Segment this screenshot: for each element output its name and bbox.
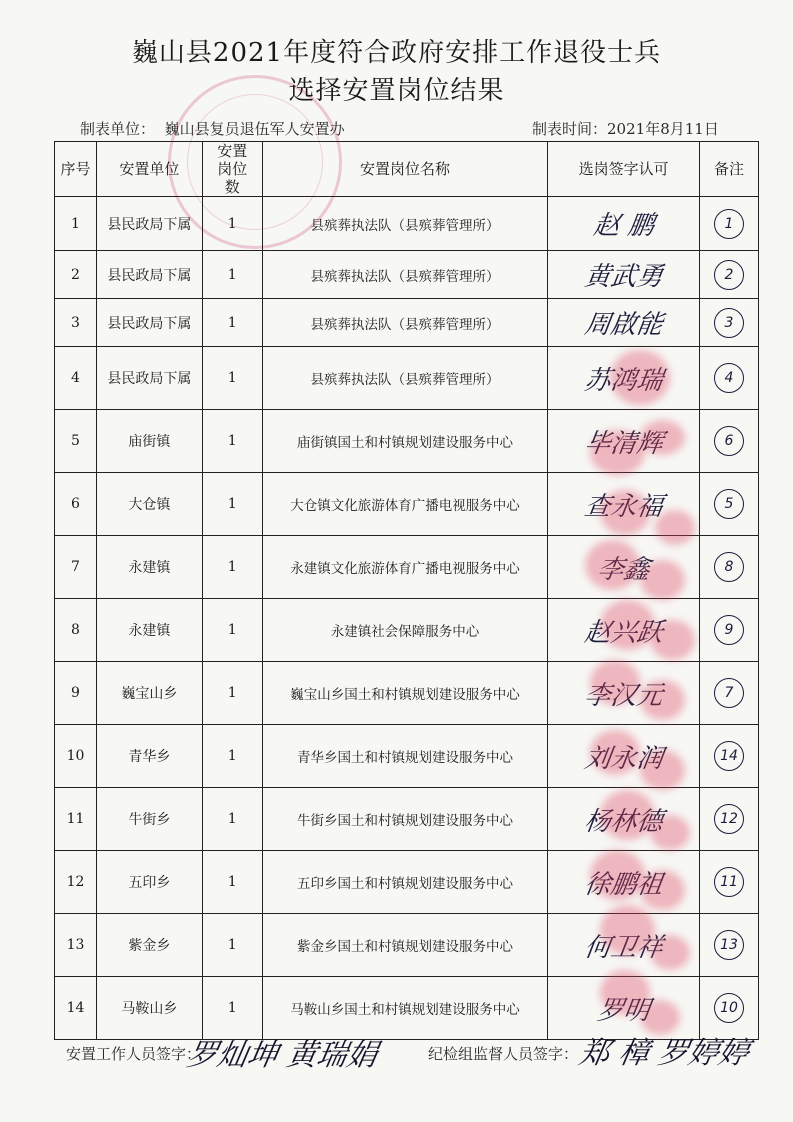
red-fingerprint [650,620,695,660]
cell-note [700,851,759,914]
cell-position: 县殡葬执法队（县殡葬管理所） [262,299,548,347]
table-row [55,473,759,536]
cell-signature [548,197,700,251]
cell-position: 五印乡国土和村镇规划建设服务中心 [262,851,548,914]
cell-note [700,788,759,851]
cell-count: 1 [202,251,262,299]
cell-note [700,662,759,725]
table-row [55,251,759,299]
cell-unit: 县民政局下属 [96,197,202,251]
issue-date-label: 制表时间： [532,120,608,138]
red-fingerprint [600,905,655,955]
handwritten-signature: 罗明 [595,995,652,1026]
cell-no: 12 [55,851,97,914]
cell-no: 3 [55,299,97,347]
red-fingerprint [650,935,690,970]
cell-note [700,347,759,410]
cell-position: 大仓镇文化旅游体育广播电视服务中心 [262,473,548,536]
circled-note-number: 2 [714,260,744,290]
cell-position: 马鞍山乡国土和村镇规划建设服务中心 [262,977,548,1040]
cell-count: 1 [202,788,262,851]
cell-note [700,725,759,788]
cell-no: 5 [55,410,97,473]
cell-count: 1 [202,914,262,977]
cell-note [700,410,759,473]
handwritten-signature: 赵 鹏 [591,211,656,241]
cell-unit: 县民政局下属 [96,251,202,299]
cell-no: 6 [55,473,97,536]
cell-signature [548,299,700,347]
handwritten-signature: 李鑫 [595,554,652,585]
red-fingerprint [590,430,645,475]
red-fingerprint [600,600,655,650]
red-fingerprint [600,790,655,840]
cell-position: 县殡葬执法队（县殡葬管理所） [262,197,548,251]
cell-no: 8 [55,599,97,662]
cell-unit: 马鞍山乡 [96,977,202,1040]
header-note: 备注 [700,142,759,197]
handwritten-signature: 何卫祥 [582,932,665,963]
header-sign: 选岗签字认可 [548,142,700,197]
cell-count: 1 [202,599,262,662]
cell-unit: 五印乡 [96,851,202,914]
cell-note [700,299,759,347]
circled-note-number: 6 [714,426,744,456]
cell-position: 青华乡国土和村镇规划建设服务中心 [262,725,548,788]
handwritten-signature: 刘永润 [582,743,665,774]
cell-position: 庙街镇国土和村镇规划建设服务中心 [262,410,548,473]
page-subtitle: 选择安置岗位结果 [288,76,505,106]
header-count: 安置岗位数 [202,142,262,197]
cell-count: 1 [202,662,262,725]
cell-note [700,251,759,299]
circled-note-number: 7 [714,678,744,708]
cell-position: 巍宝山乡国土和村镇规划建设服务中心 [262,662,548,725]
cell-position: 永建镇社会保障服务中心 [262,599,548,662]
cell-position: 永建镇文化旅游体育广播电视服务中心 [262,536,548,599]
issuing-unit-label: 制表单位： [80,120,156,138]
cell-no: 13 [55,914,97,977]
circled-note-number: 5 [714,489,744,519]
handwritten-signature: 徐鹏祖 [582,869,665,900]
circled-note-number: 1 [714,209,744,239]
cell-unit: 紫金乡 [96,914,202,977]
cell-unit: 巍宝山乡 [96,662,202,725]
table-row [55,299,759,347]
table-header-row [55,142,759,197]
supervisor-signature: 郑 樟 罗婷婷 [576,1036,752,1071]
cell-unit: 县民政局下属 [96,299,202,347]
issuing-unit [80,118,345,139]
cell-unit: 大仓镇 [96,473,202,536]
cell-unit: 县民政局下属 [96,347,202,410]
cell-no: 4 [55,347,97,410]
cell-count: 1 [202,473,262,536]
cell-note [700,599,759,662]
circled-note-number: 11 [714,867,744,897]
handwritten-signature: 查永福 [582,491,665,522]
circled-note-number: 10 [714,993,744,1023]
red-fingerprint [650,815,690,850]
cell-no: 2 [55,251,97,299]
cell-unit: 永建镇 [96,599,202,662]
cell-position: 牛街乡国土和村镇规划建设服务中心 [262,788,548,851]
circled-note-number: 3 [714,308,744,338]
red-fingerprint [640,870,685,910]
red-fingerprint [590,660,640,705]
header-no: 序号 [55,142,97,197]
cell-note [700,473,759,536]
handwritten-signature: 赵兴跃 [582,617,665,648]
handwritten-signature: 毕清辉 [582,428,665,459]
handwritten-signature: 黄武勇 [582,262,665,292]
cell-note [700,536,759,599]
staff-signature: 罗灿坤 黄瑞娟 [184,1038,381,1073]
red-fingerprint [640,750,685,790]
issuing-unit-value: 巍山县复员退伍军人安置办 [164,120,345,138]
cell-no: 9 [55,662,97,725]
handwritten-signature: 苏鸿瑞 [582,365,665,396]
circled-note-number: 12 [714,804,744,834]
cell-position: 紫金乡国土和村镇规划建设服务中心 [262,914,548,977]
red-fingerprint [655,510,695,545]
cell-count: 1 [202,299,262,347]
cell-no: 11 [55,788,97,851]
header-unit: 安置单位 [96,142,202,197]
staff-signature-label: 安置工作人员签字： [66,1045,202,1063]
cell-unit: 牛街乡 [96,788,202,851]
cell-no: 10 [55,725,97,788]
cell-note [700,197,759,251]
supervisor-signature-label: 纪检组监督人员签字： [428,1045,579,1063]
circled-note-number: 4 [714,363,744,393]
table-row [55,197,759,251]
cell-count: 1 [202,197,262,251]
cell-position: 县殡葬执法队（县殡葬管理所） [262,251,548,299]
cell-unit: 青华乡 [96,725,202,788]
cell-note [700,914,759,977]
cell-unit: 庙街镇 [96,410,202,473]
header-position: 安置岗位名称 [262,142,548,197]
red-fingerprint [640,680,685,720]
red-fingerprint [585,540,640,590]
page-title: 巍山县2021年度符合政府安排工作退役士兵 [131,38,662,68]
red-fingerprint [640,560,685,600]
red-fingerprint [640,420,685,455]
handwritten-signature: 李汉元 [582,680,665,711]
cell-count: 1 [202,410,262,473]
cell-count: 1 [202,536,262,599]
cell-count: 1 [202,851,262,914]
circled-note-number: 13 [714,930,744,960]
cell-position: 县殡葬执法队（县殡葬管理所） [262,347,548,410]
cell-signature [548,251,700,299]
circled-note-number: 14 [714,741,744,771]
handwritten-signature: 杨林德 [582,806,665,837]
red-fingerprint [610,350,670,405]
issue-date-value: 2021年8月11日 [607,120,719,138]
cell-count: 1 [202,347,262,410]
red-fingerprint [590,850,645,900]
circled-note-number: 8 [714,552,744,582]
circled-note-number: 9 [714,615,744,645]
red-fingerprint [600,490,650,535]
cell-count: 1 [202,977,262,1040]
cell-count: 1 [202,725,262,788]
cell-unit: 永建镇 [96,536,202,599]
cell-no: 14 [55,977,97,1040]
cell-no: 1 [55,197,97,251]
red-fingerprint [590,730,640,775]
handwritten-signature: 周啟能 [582,310,665,340]
cell-no: 7 [55,536,97,599]
issue-date [532,118,719,139]
